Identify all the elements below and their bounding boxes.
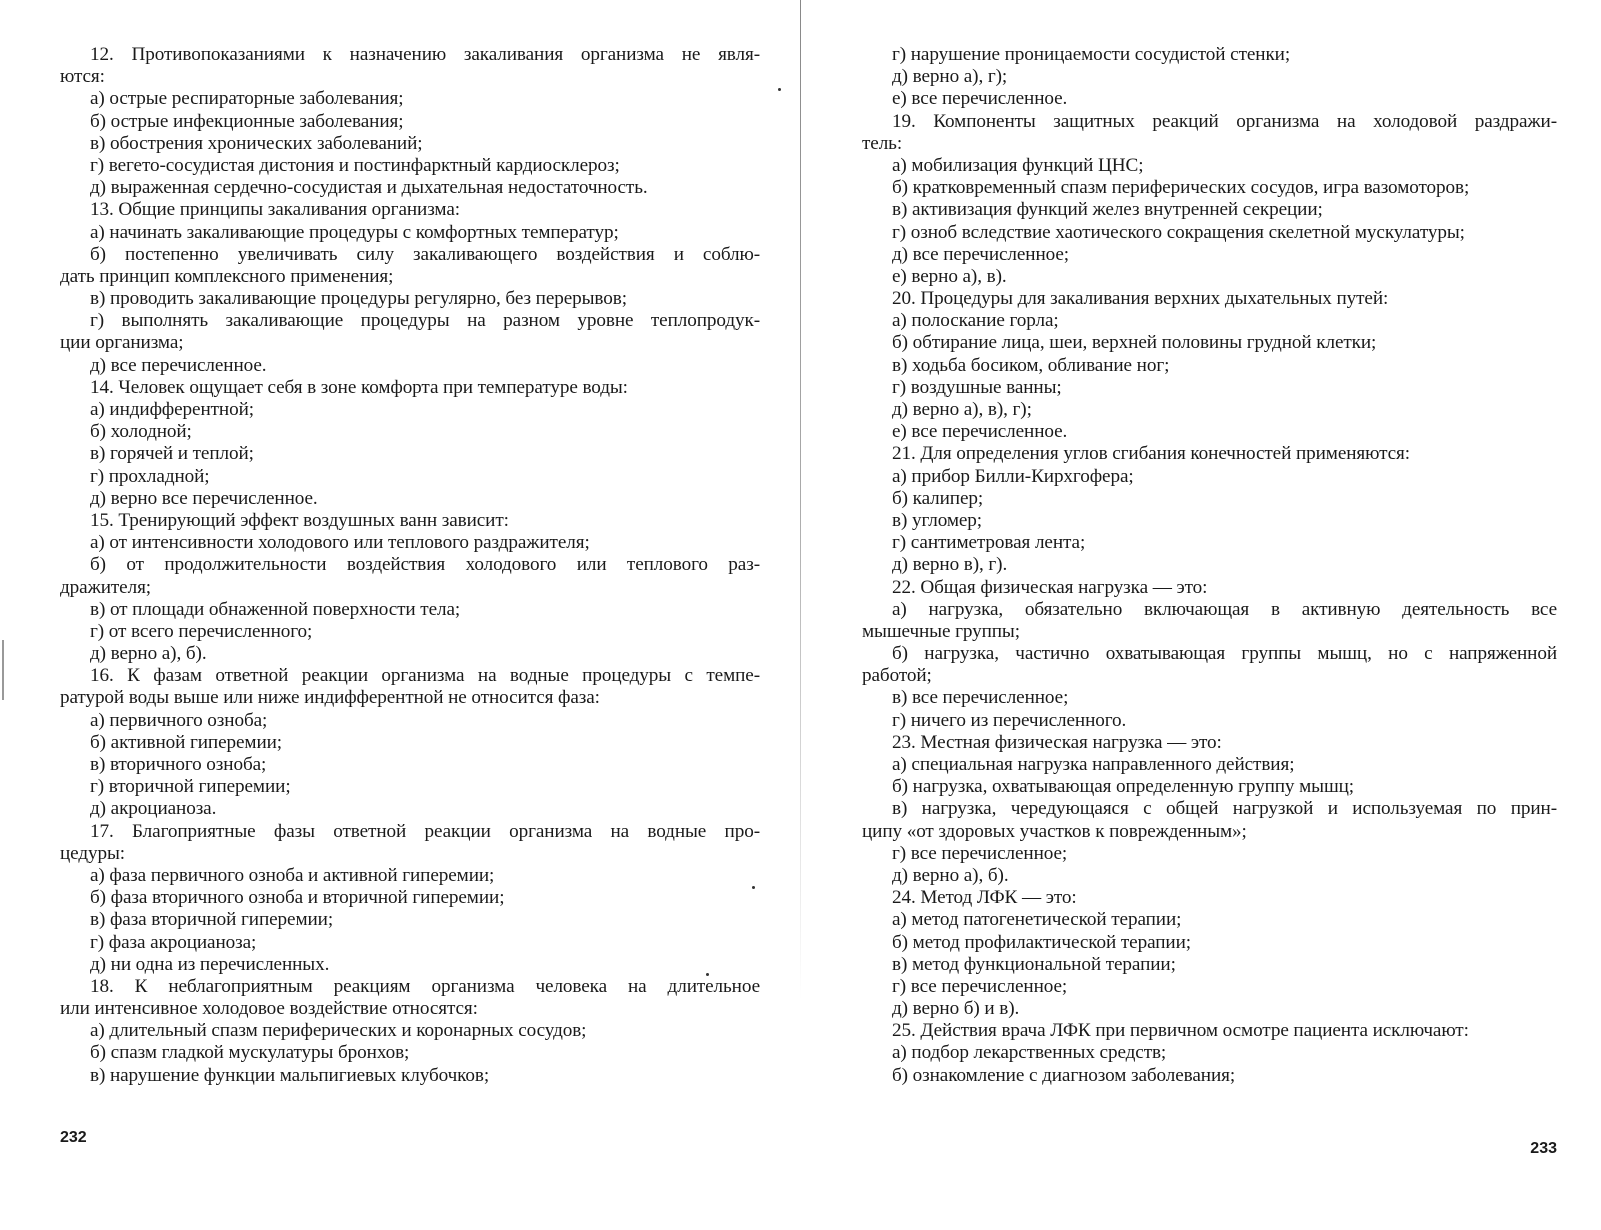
text-line: в) горячей и теплой;: [90, 443, 254, 465]
text-line: в) все перечисленное;: [892, 687, 1069, 709]
text-line: в) угломер;: [892, 509, 983, 531]
text-line: г) выполнять закаливающие процедуры на разном уровне теплопродук-: [90, 310, 760, 332]
text-line: в) метод функциональной терапии;: [892, 953, 1176, 975]
text-line: б) калипер;: [892, 487, 984, 509]
text-line: д) ни одна из перечисленных.: [90, 953, 330, 975]
text-line: а) начинать закаливающие процедуры с комфортных температур;: [90, 221, 619, 243]
text-line: а) от интенсивности холодового или теплового раздражителя;: [90, 532, 590, 554]
text-line: а) острые респираторные заболевания;: [90, 88, 404, 110]
text-line: е) все перечисленное.: [892, 88, 1068, 110]
text-line: 23. Местная физическая нагрузка — это:: [892, 731, 1222, 753]
text-line: а) подбор лекарственных средств;: [892, 1042, 1167, 1064]
page-number-left: 232: [60, 1129, 87, 1146]
text-line: д) все перечисленное.: [90, 354, 267, 376]
text-line: б) острые инфекционные заболевания;: [90, 110, 404, 132]
text-line: а) индифферентной;: [90, 399, 254, 420]
text-line: д) верно а), б).: [892, 864, 1009, 886]
text-line: ются:: [60, 66, 105, 88]
text-line: 18. К неблагоприятным реакциям организма человека на длительное: [90, 975, 760, 997]
text-line: б) ознакомление с диагнозом заболевания;: [892, 1064, 1236, 1086]
text-line: г) вегето-сосудистая дистония и постинфарктный кардиосклероз;: [90, 154, 620, 176]
text-line: тель:: [862, 132, 903, 154]
text-line: а) первичного озноба;: [90, 709, 268, 731]
page-number-right: 233: [1530, 1140, 1557, 1157]
text-line: г) сантиметровая лента;: [892, 532, 1086, 554]
text-line: г) все перечисленное;: [892, 842, 1068, 864]
text-line: в) от площади обнаженной поверхности тела;: [90, 598, 461, 620]
text-line: 24. Метод ЛФК — это:: [892, 887, 1077, 909]
text-line: д) все перечисленное;: [892, 243, 1070, 265]
text-line: д) верно б) и в).: [892, 998, 1020, 1020]
text-line: в) проводить закаливающие процедуры регулярно, без перерывов;: [90, 288, 627, 310]
text-line: 25. Действия врача ЛФК при первичном осмотре пациента исключают:: [892, 1020, 1469, 1042]
text-line: 20. Процедуры для закаливания верхних дыхательных путей:: [892, 288, 1389, 310]
right-page-text: [862, 44, 1557, 1087]
text-line: а) прибор Билли-Кирхгофера;: [892, 465, 1134, 487]
scan-edge-mark: [2, 640, 4, 700]
text-line: в) фаза вторичной гиперемии;: [90, 909, 334, 931]
text-line: д) верно а), г);: [892, 66, 1008, 88]
text-line: 21. Для определения углов сгибания конечностей применяются:: [892, 443, 1410, 465]
text-line: г) вторичной гиперемии;: [90, 776, 291, 798]
text-line: а) полоскание горла;: [892, 310, 1059, 332]
text-line: мышечные группы;: [862, 620, 1020, 642]
text-line: б) кратковременный спазм периферических сосудов, игра вазомоторов;: [892, 177, 1470, 199]
text-line: б) от продолжительности воздействия холодового или теплового раз-: [90, 554, 760, 576]
left-page-text: [60, 44, 760, 1087]
text-line: е) верно а), в).: [892, 265, 1007, 287]
text-line: б) постепенно увеличивать силу закаливающего воздействия и соблю-: [90, 243, 760, 265]
text-line: а) специальная нагрузка направленного действия;: [892, 754, 1295, 775]
text-line: в) ходьба босиком, обливание ног;: [892, 354, 1170, 376]
text-line: 19. Компоненты защитных реакций организма на холодовой раздражи-: [892, 110, 1557, 132]
text-line: в) нагрузка, чередующаяся с общей нагрузкой и используемая по прин-: [892, 798, 1557, 820]
text-line: г) все перечисленное;: [892, 975, 1068, 997]
text-line: д) верно все перечисленное.: [90, 487, 318, 509]
text-line: д) верно в), г).: [892, 554, 1008, 576]
text-line: 15. Тренирующий эффект воздушных ванн зависит:: [90, 509, 509, 531]
text-line: б) активной гиперемии;: [90, 731, 283, 753]
text-line: а) нагрузка, обязательно включающая в активную деятельность все: [892, 598, 1557, 620]
text-line: а) мобилизация функций ЦНС;: [892, 154, 1144, 176]
text-line: 16. К фазам ответной реакции организма на водные процедуры с темпе-: [90, 665, 760, 687]
text-line: б) фаза вторичного озноба и вторичной гиперемии;: [90, 887, 505, 909]
text-line: ципу «от здоровых участков к поврежденным»;: [862, 820, 1247, 842]
text-line: б) спазм гладкой мускулатуры бронхов;: [90, 1042, 410, 1064]
scan-speck: [778, 88, 781, 91]
text-line: б) нагрузка, частично охватывающая группы мышц, но с напряженной: [892, 643, 1557, 665]
text-line: б) обтирание лица, шеи, верхней половины грудной клетки;: [892, 332, 1377, 354]
text-line: д) выраженная сердечно-сосудистая и дыхательная недостаточность.: [90, 177, 648, 199]
text-line: б) нагрузка, охватывающая определенную группу мышц;: [892, 776, 1355, 798]
text-line: цедуры:: [60, 842, 126, 864]
text-line: д) верно а), б).: [90, 643, 207, 665]
text-line: а) длительный спазм периферических и коронарных сосудов;: [90, 1020, 587, 1042]
text-line: дать принцип комплексного применения;: [60, 265, 394, 287]
text-line: ратурой воды выше или ниже индифферентной не относится фаза:: [60, 687, 600, 709]
text-line: дражителя;: [60, 576, 152, 598]
text-line: 17. Благоприятные фазы ответной реакции организма на водные про-: [90, 820, 760, 842]
text-line: г) прохладной;: [90, 465, 210, 487]
text-line: г) ничего из перечисленного.: [892, 709, 1127, 731]
text-line: 12. Противопоказаниями к назначению закаливания организма не явля-: [90, 44, 760, 65]
text-line: б) холодной;: [90, 421, 192, 443]
text-line: 14. Человек ощущает себя в зоне комфорта при температуре воды:: [90, 376, 628, 398]
text-line: е) все перечисленное.: [892, 421, 1068, 443]
text-line: г) от всего перечисленного;: [90, 620, 313, 642]
text-line: в) нарушение функции мальпигиевых клубочков;: [90, 1064, 490, 1086]
text-line: а) фаза первичного озноба и активной гиперемии;: [90, 864, 495, 886]
text-line: б) метод профилактической терапии;: [892, 931, 1191, 953]
text-line: д) акроцианоза.: [90, 798, 217, 820]
text-line: 13. Общие принципы закаливания организма:: [90, 199, 460, 221]
text-line: в) обострения хронических заболеваний;: [90, 132, 423, 154]
text-line: ции организма;: [60, 332, 184, 354]
page-gutter: [800, 0, 801, 1000]
text-line: в) вторичного озноба;: [90, 754, 267, 775]
text-line: г) нарушение проницаемости сосудистой стенки;: [892, 44, 1291, 65]
text-line: в) активизация функций желез внутренней секреции;: [892, 199, 1323, 221]
text-line: или интенсивное холодовое воздействие относятся:: [60, 998, 478, 1020]
text-line: г) фаза акроцианоза;: [90, 931, 257, 953]
text-line: д) верно а), в), г);: [892, 399, 1032, 420]
text-line: г) воздушные ванны;: [892, 376, 1062, 398]
text-line: 22. Общая физическая нагрузка — это:: [892, 576, 1208, 598]
text-line: работой;: [862, 665, 932, 687]
text-line: а) метод патогенетической терапии;: [892, 909, 1182, 931]
text-line: г) озноб вследствие хаотического сокращения скелетной мускулатуры;: [892, 221, 1465, 243]
